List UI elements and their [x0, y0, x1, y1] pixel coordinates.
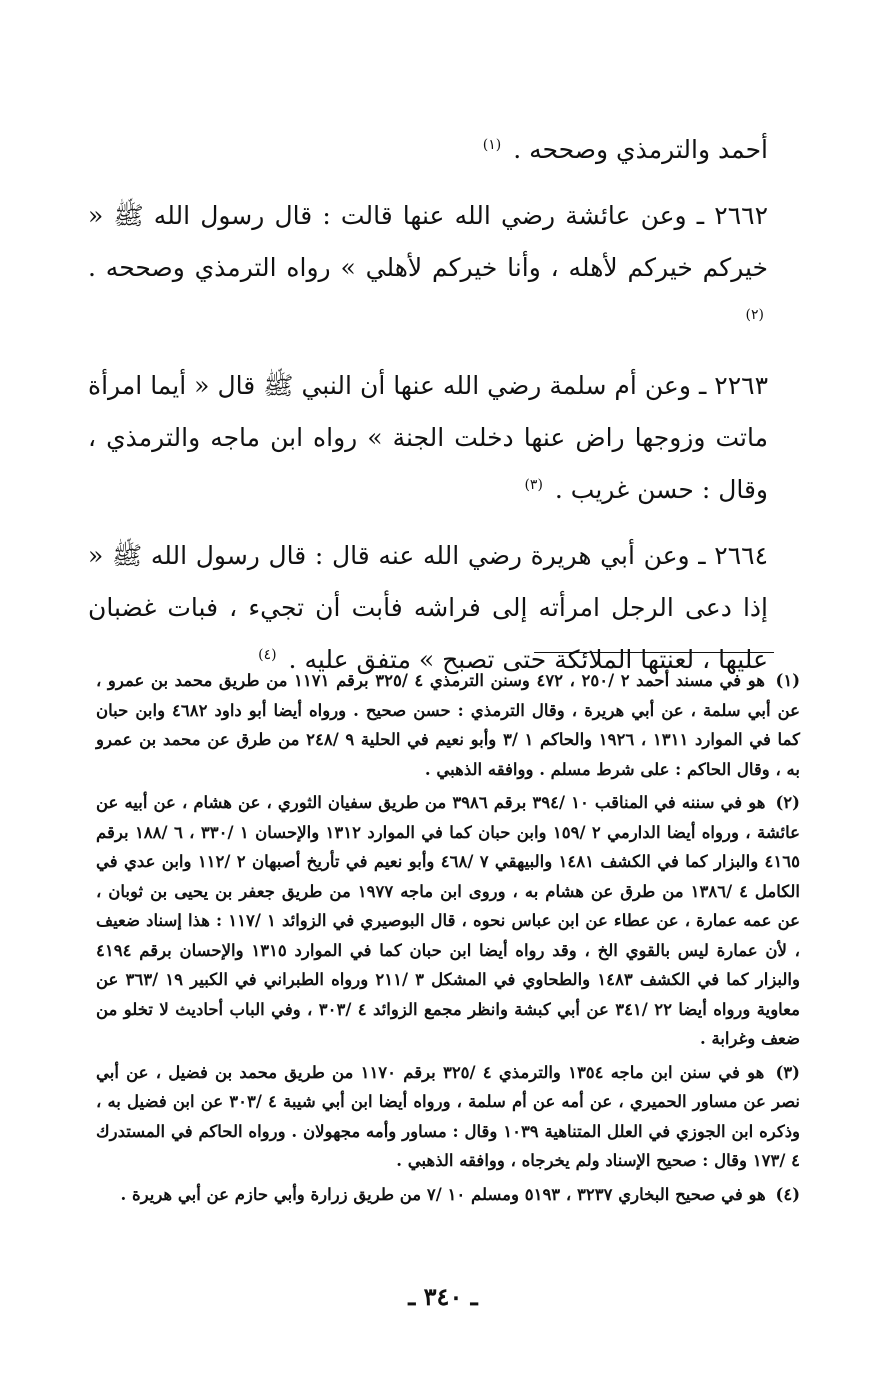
footnote-reference: (٤)	[258, 646, 277, 663]
continuation-paragraph	[88, 124, 768, 176]
footnote-marker: (٢)	[775, 793, 800, 812]
footnote-1	[96, 666, 800, 784]
footnote-reference: (٢)	[745, 306, 764, 323]
hadith-number: ٢٦٦٢ ـ	[696, 201, 768, 230]
hadith-text: وعن أبي هريرة رضي الله عنه قال : قال رسول الله ﷺ « إذا دعى الرجل امرأته إلى فراشه فأبت أن تجيء ، فبات غضبان عليها ، لعنتها الملائكة حتى تصبح » متفق عليه .	[88, 541, 768, 674]
footnotes	[96, 666, 800, 1213]
footnote-reference: (١)	[482, 136, 502, 153]
footnote-divider	[534, 652, 774, 653]
page-number: ـ ٣٤٠ ـ	[408, 1282, 478, 1311]
hadith-2664	[88, 530, 768, 686]
footnote-text: هو في سنن ابن ماجه ١٣٥٤ والترمذي ٤ /٣٢٥ برقم ١١٧٠ من طريق محمد بن فضيل ، عن أبي نصر عن مساور الحميري ، عن أمه عن أم سلمة ، ورواه أيضا ابن أبي شيبة ٤ /٣٠٣ عن ابن فضيل به ، وذكره ابن الجوزي في العلل المتناهية ١٠٣٩ وقال : مساور وأمه مجهولان . ورواه الحاكم في المستدرك ٤ /١٧٣ وقال : صحيح الإسناد ولم يخرجاه ، ووافقه الذهبي .	[96, 1062, 801, 1170]
hadith-number: ٢٦٦٤ ـ	[698, 541, 768, 570]
footnote-marker: (٤)	[775, 1184, 800, 1204]
hadith-2663	[88, 360, 768, 516]
footnote-3	[96, 1058, 800, 1176]
hadith-2662	[88, 190, 768, 346]
footnote-text: هو في صحيح البخاري ٣٢٣٧ ، ٥١٩٣ ومسلم ١٠ /٧ من طريق زرارة وأبي حازم عن أبي هريرة .	[120, 1184, 766, 1204]
footnote-text: هو في سننه في المناقب ١٠ /٣٩٤ برقم ٣٩٨٦ من طريق سفيان الثوري ، عن هشام ، عن أبيه عن عائشة ، ورواه أيضا الدارمي ٢ /١٥٩ وابن حبان كما في الموارد ١٣١٢ والإحسان ١ /٣٣٠ ، ٦ /١٨٨ برقم ٤١٦٥ والبزار كما في الكشف ١٤٨١ والبيهقي ٧ /٤٦٨ وأبو نعيم في تأريخ أصبهان ٢ /١١٢ وابن عدي في الكامل ٤ /١٣٨٦ من طرق عن هشام به ، وروى ابن ماجه ١٩٧٧ من طريق جعفر بن يحيى بن ثوبان ، عن عمه عمارة ، عن عطاء عن ابن عباس نحوه ، قال البوصيري في الزوائد ١ /١١٧ : هذا إسناد ضعيف ، لأن عمارة ليس بالقوي الخ ، وقد رواه أيضا ابن حبان كما في الموارد ١٣١٥ والإحسان برقم ٤١٩٤ والبزار كما في الكشف ١٤٨٣ والطحاوي في المشكل ٣ /٢١١ ورواه الطبراني في الكبير ١٩ /٣٦٣ عن معاوية ورواه أيضا ٢٢ /٣٤١ عن أبي كبشة وانظر مجمع الزوائد ٤ /٣٠٣ ، وفي الباب أحاديث لا تخلو من ضعف وغرابة .	[96, 793, 801, 1048]
hadith-text: وعن عائشة رضي الله عنها قالت : قال رسول الله ﷺ « خيركم خيركم لأهله ، وأنا خيركم لأهلي » رواه الترمذي وصححه .	[88, 201, 768, 282]
main-text	[88, 124, 768, 686]
footnote-marker: (١)	[775, 671, 800, 690]
footnote-4	[96, 1180, 800, 1210]
hadith-text: وعن أم سلمة رضي الله عنها أن النبي ﷺ قال « أيما امرأة ماتت وزوجها راض عنها دخلت الجنة » رواه ابن ماجه والترمذي ، وقال : حسن غريب .	[88, 371, 768, 504]
footnote-reference: (٣)	[524, 476, 543, 493]
paragraph-text: أحمد والترمذي وصححه .	[513, 135, 768, 164]
hadith-number: ٢٢٦٣ ـ	[698, 371, 768, 400]
footnote-marker: (٣)	[775, 1062, 800, 1082]
footnote-2	[96, 788, 800, 1054]
footnote-text: هو في مسند أحمد ٢ /٢٥٠ ، ٤٧٢ وسنن الترمذي ٤ /٣٢٥ برقم ١١٧١ من طريق محمد بن عمرو ، عن أبي سلمة ، عن أبي هريرة ، وقال الترمذي : حسن صحيح . ورواه أيضا أبو داود ٤٦٨٢ وابن حبان كما في الموارد ١٣١١ ، ١٩٢٦ والحاكم ١ /٣ وأبو نعيم في الحلية ٩ /٢٤٨ من طرق عن محمد بن عمرو به ، وقال الحاكم : على شرط مسلم . ووافقه الذهبي .	[96, 671, 800, 779]
